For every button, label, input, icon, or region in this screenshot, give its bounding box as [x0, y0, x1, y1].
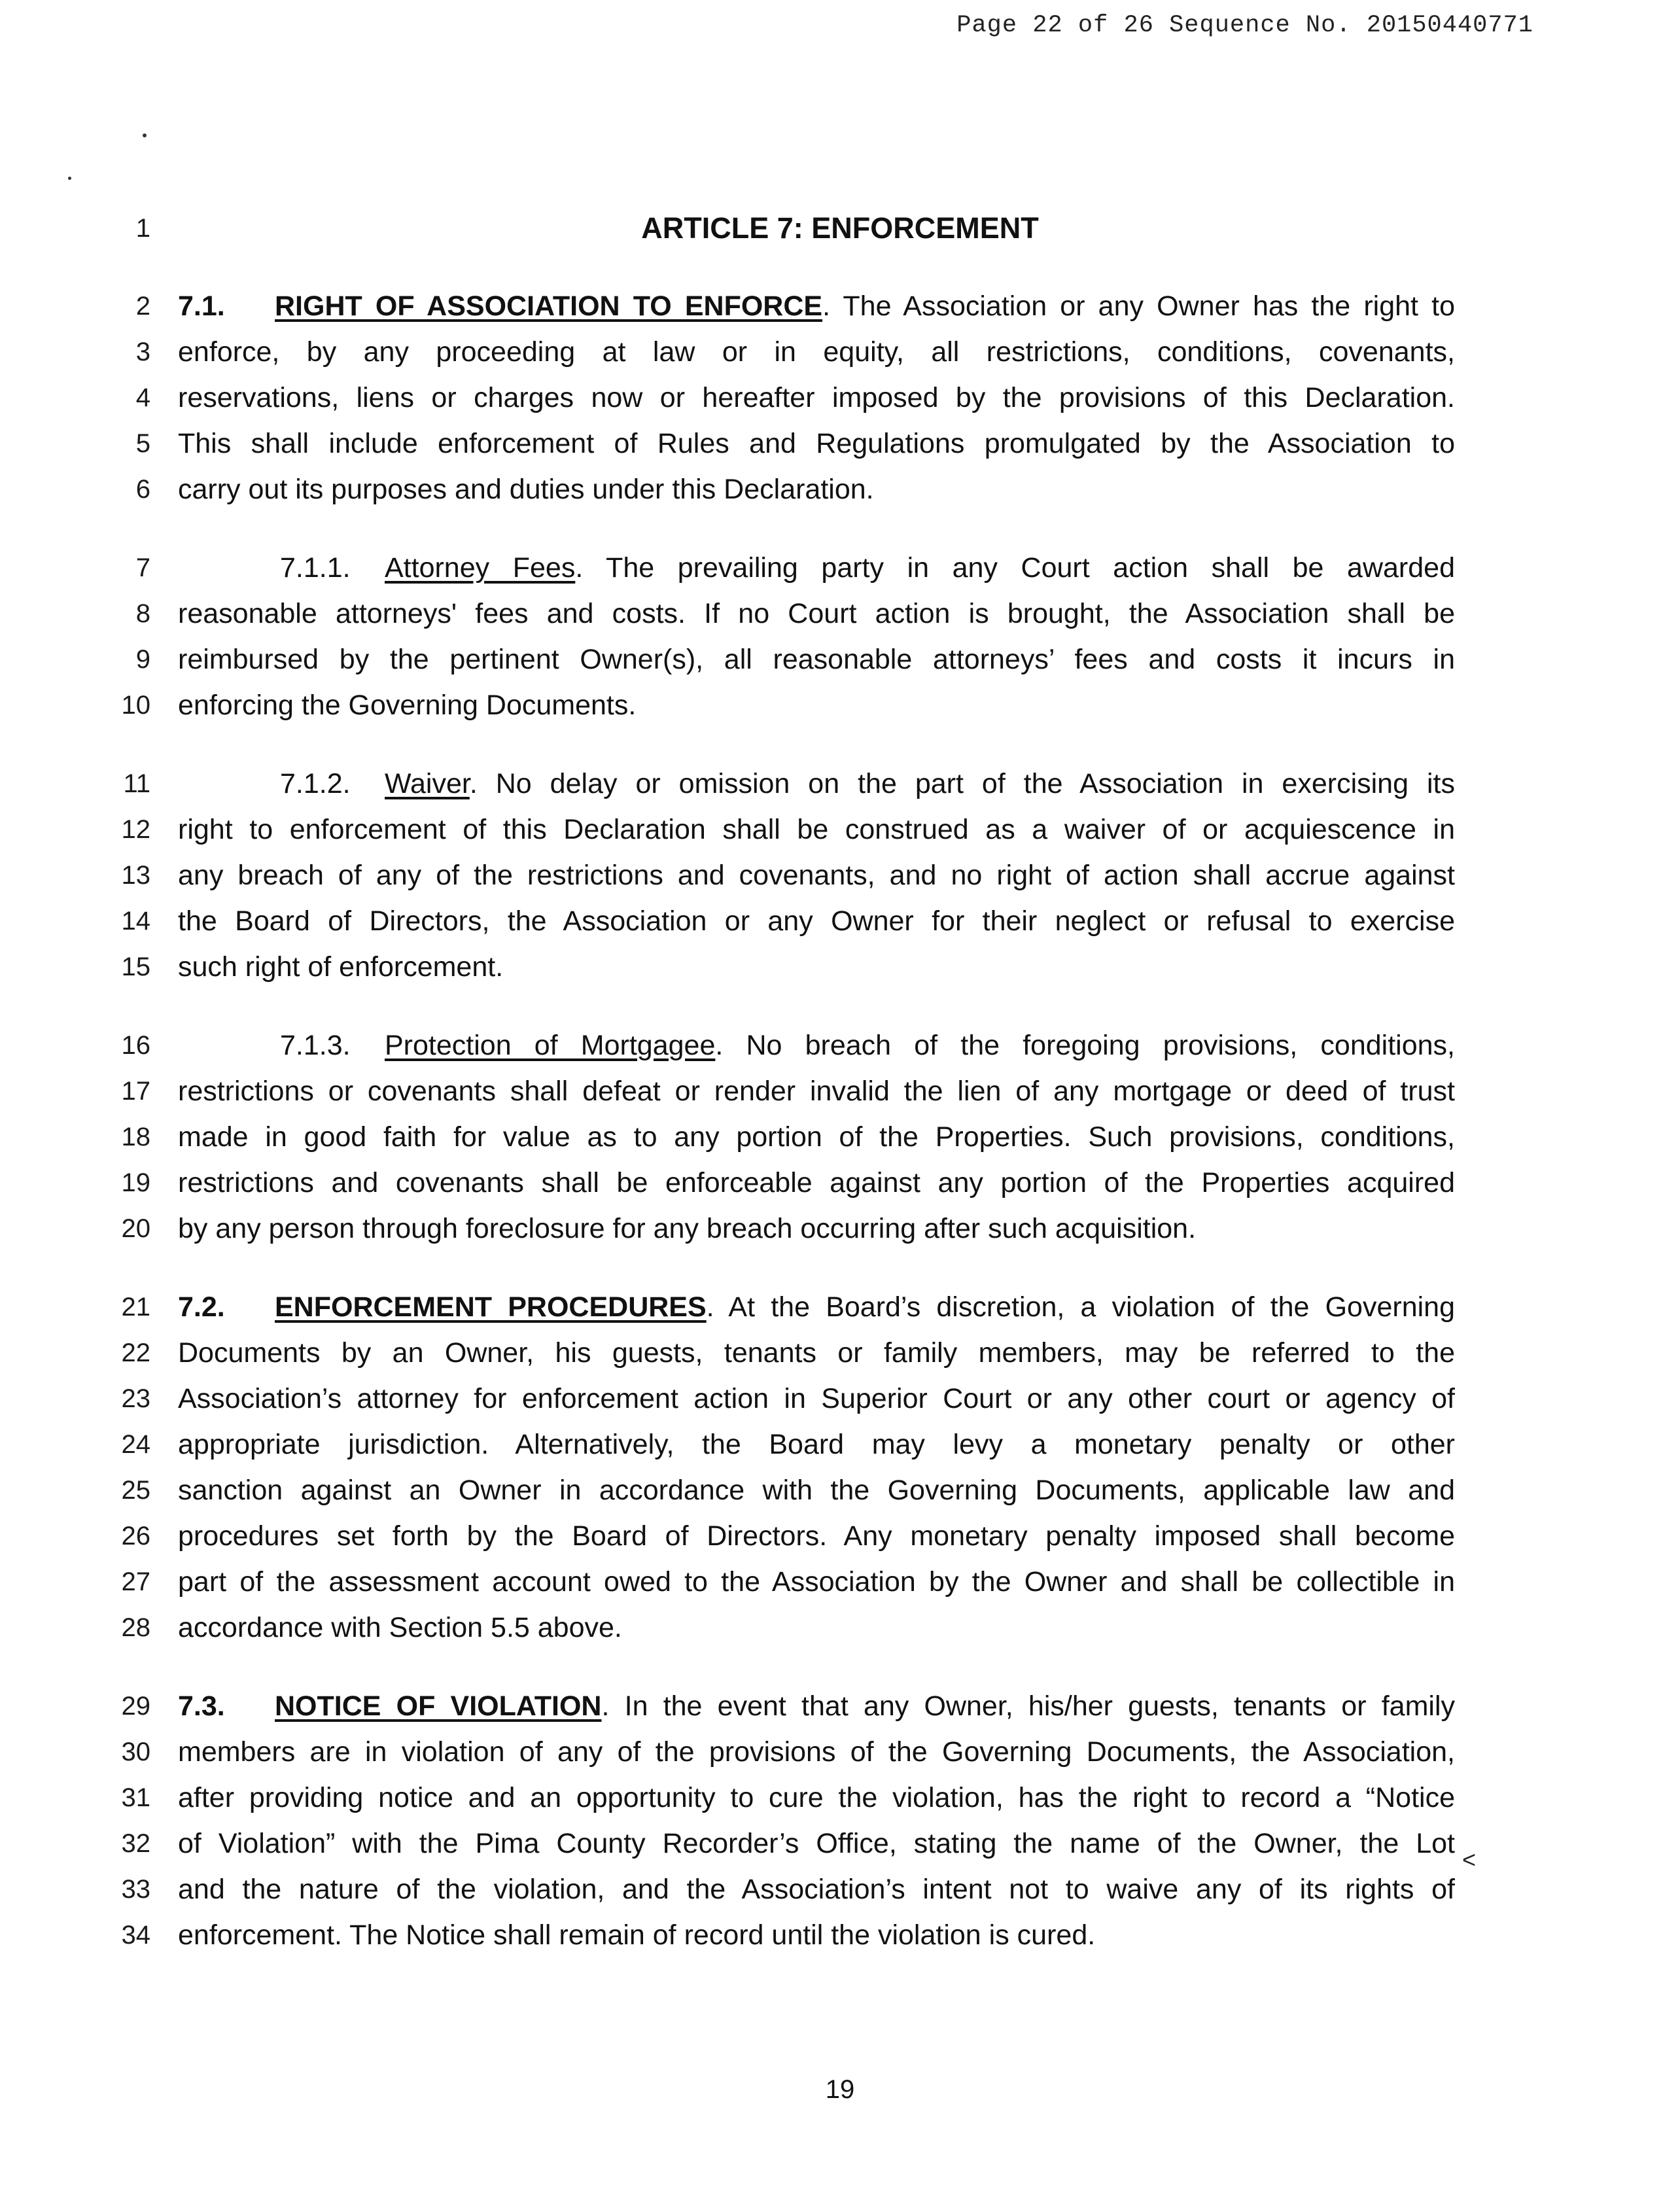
- section-number: 7.2.: [178, 1291, 225, 1323]
- line-text: enforcing the Governing Documents.: [178, 690, 637, 721]
- line-text-rest: . No delay or omission on the part of the Association in exercising its: [469, 768, 1455, 799]
- line-number: 19: [121, 1168, 150, 1197]
- line-22: [0, 1330, 1680, 1376]
- line-text: reservations, liens or charges now or hereafter imposed by the provisions of this Declaration.: [178, 382, 1455, 413]
- section-number: 7.1.2.: [280, 768, 351, 799]
- line-text: [280, 545, 1455, 591]
- line-number: 6: [135, 475, 150, 504]
- line-number: 16: [121, 1031, 150, 1060]
- line-text: enforce, by any proceeding at law or in equity, all restrictions, conditions, covenants,: [178, 336, 1455, 368]
- section-heading: NOTICE OF VIOLATION: [275, 1690, 602, 1722]
- line-13: [0, 852, 1680, 898]
- line-text: members are in violation of any of the provisions of the Governing Documents, the Association,: [178, 1736, 1455, 1768]
- line-number: 17: [121, 1077, 150, 1106]
- article-title: ARTICLE 7: ENFORCEMENT: [641, 211, 1039, 245]
- line-20: [0, 1206, 1680, 1251]
- section-number: 7.3.: [178, 1690, 225, 1722]
- line-21: [0, 1284, 1680, 1330]
- line-number: 7: [135, 553, 150, 582]
- line-text: after providing notice and an opportunity to cure the violation, has the right to record a “Notice: [178, 1782, 1455, 1813]
- line-number: 31: [121, 1783, 150, 1812]
- line-text-rest: . The Association or any Owner has the right to: [822, 290, 1455, 322]
- section-heading: Waiver: [385, 768, 470, 799]
- section-number: 7.1.: [178, 290, 225, 322]
- line-12: [0, 807, 1680, 852]
- line-number: 24: [121, 1430, 150, 1459]
- section-number: 7.1.1.: [280, 552, 351, 584]
- line-24: [0, 1422, 1680, 1467]
- line-number: 10: [121, 691, 150, 720]
- line-number: 33: [121, 1875, 150, 1904]
- line-number: 3: [135, 338, 150, 366]
- line-31: [0, 1775, 1680, 1821]
- line-8: [0, 591, 1680, 637]
- line-number: 4: [135, 383, 150, 412]
- line-16: [0, 1023, 1680, 1068]
- page-number: 19: [825, 2075, 855, 2104]
- line-text: [280, 761, 1455, 807]
- line-number: 30: [121, 1738, 150, 1766]
- line-29: [0, 1683, 1680, 1729]
- line-11: [0, 761, 1680, 807]
- line-18: [0, 1114, 1680, 1160]
- line-number: 21: [121, 1293, 150, 1321]
- line-number: 11: [123, 769, 150, 798]
- line-text: the Board of Directors, the Association or any Owner for their neglect or refusal to exercise: [178, 905, 1455, 937]
- line-number: 9: [135, 645, 150, 674]
- line-text: [280, 1023, 1455, 1068]
- line-3: [0, 329, 1680, 375]
- line-number: 29: [121, 1692, 150, 1721]
- line-19: [0, 1160, 1680, 1206]
- line-2: [0, 283, 1680, 329]
- line-number: 5: [135, 429, 150, 458]
- line-23: [0, 1376, 1680, 1422]
- line-number: 15: [121, 953, 150, 981]
- line-number: 8: [135, 599, 150, 628]
- line-text: reasonable attorneys' fees and costs. If no Court action is brought, the Association shall be: [178, 598, 1455, 629]
- line-text: appropriate jurisdiction. Alternatively, the Board may levy a monetary penalty or other: [178, 1429, 1455, 1460]
- section-heading: Protection of Mortgagee: [385, 1030, 716, 1061]
- line-1: [0, 205, 1680, 251]
- line-number: 34: [121, 1921, 150, 1950]
- page-sequence-header: Page 22 of 26 Sequence No. 20150440771: [956, 12, 1533, 39]
- line-26: [0, 1513, 1680, 1559]
- line-6: [0, 466, 1680, 512]
- line-17: [0, 1068, 1680, 1114]
- line-text: [178, 283, 1455, 329]
- section-heading: RIGHT OF ASSOCIATION TO ENFORCE: [275, 290, 823, 322]
- line-text: restrictions and covenants shall be enforceable against any portion of the Properties acquired: [178, 1167, 1455, 1198]
- line-15: [0, 944, 1680, 990]
- line-number: 32: [121, 1829, 150, 1858]
- line-text: [178, 1683, 1455, 1729]
- line-number: 25: [121, 1476, 150, 1505]
- line-number: 20: [121, 1214, 150, 1243]
- line-text: [178, 1284, 1455, 1330]
- line-text: Documents by an Owner, his guests, tenants or family members, may be referred to the: [178, 1337, 1455, 1369]
- line-32: [0, 1821, 1680, 1866]
- line-7: [0, 545, 1680, 591]
- line-number: 2: [135, 292, 150, 321]
- line-text: sanction against an Owner in accordance with the Governing Documents, applicable law and: [178, 1475, 1455, 1506]
- line-number: 22: [121, 1338, 150, 1367]
- line-text: part of the assessment account owed to the Association by the Owner and shall be collectible in: [178, 1566, 1455, 1598]
- line-text-rest: . No breach of the foregoing provisions, conditions,: [715, 1030, 1455, 1061]
- line-text: right to enforcement of this Declaration shall be construed as a waiver of or acquiescence in: [178, 814, 1455, 845]
- line-10: [0, 682, 1680, 728]
- line-25: [0, 1467, 1680, 1513]
- section-heading: ENFORCEMENT PROCEDURES: [275, 1291, 707, 1323]
- line-text-rest: . In the event that any Owner, his/her guests, tenants or family: [601, 1690, 1455, 1722]
- line-33: [0, 1866, 1680, 1912]
- line-text: procedures set forth by the Board of Directors. Any monetary penalty imposed shall become: [178, 1520, 1455, 1552]
- section-number: 7.1.3.: [280, 1030, 351, 1061]
- line-number: 14: [121, 907, 150, 936]
- line-text: This shall include enforcement of Rules and Regulations promulgated by the Association to: [178, 428, 1455, 459]
- line-text: and the nature of the violation, and the Association’s intent not to waive any of its rights of: [178, 1874, 1455, 1905]
- line-text: reimbursed by the pertinent Owner(s), all reasonable attorneys’ fees and costs it incurs in: [178, 644, 1455, 675]
- line-number: 28: [121, 1613, 150, 1642]
- scan-speck: [68, 177, 71, 180]
- line-text-rest: . At the Board’s discretion, a violation of the Governing: [706, 1291, 1455, 1323]
- line-text: Association’s attorney for enforcement action in Superior Court or any other court or agency of: [178, 1383, 1455, 1414]
- line-34: [0, 1912, 1680, 1958]
- line-text: made in good faith for value as to any portion of the Properties. Such provisions, conditions,: [178, 1121, 1455, 1153]
- line-text: any breach of any of the restrictions and covenants, and no right of action shall accrue against: [178, 860, 1455, 891]
- line-text: enforcement. The Notice shall remain of record until the violation is cured.: [178, 1919, 1096, 1951]
- line-14: [0, 898, 1680, 944]
- line-text: restrictions or covenants shall defeat or render invalid the lien of any mortgage or deed of trust: [178, 1076, 1455, 1107]
- line-5: [0, 421, 1680, 466]
- line-text: such right of enforcement.: [178, 951, 504, 983]
- line-text: accordance with Section 5.5 above.: [178, 1612, 622, 1643]
- line-4: [0, 375, 1680, 421]
- line-number: 26: [121, 1522, 150, 1550]
- line-text: by any person through foreclosure for any breach occurring after such acquisition.: [178, 1213, 1197, 1244]
- line-number: 27: [121, 1567, 150, 1596]
- scan-speck: [143, 133, 147, 137]
- line-number: 18: [121, 1123, 150, 1151]
- line-number: 12: [121, 815, 150, 844]
- line-text-rest: . The prevailing party in any Court action shall be awarded: [575, 552, 1455, 584]
- line-text: of Violation” with the Pima County Recorder’s Office, stating the name of the Owner, the Lot: [178, 1828, 1455, 1859]
- line-27: [0, 1559, 1680, 1605]
- section-heading: Attorney Fees: [385, 552, 576, 584]
- line-28: [0, 1605, 1680, 1651]
- margin-mark: <: [1462, 1846, 1477, 1873]
- line-30: [0, 1729, 1680, 1775]
- line-9: [0, 637, 1680, 682]
- line-number: 1: [135, 214, 150, 243]
- line-number: 23: [121, 1384, 150, 1413]
- line-text: carry out its purposes and duties under this Declaration.: [178, 474, 874, 505]
- line-number: 13: [121, 861, 150, 890]
